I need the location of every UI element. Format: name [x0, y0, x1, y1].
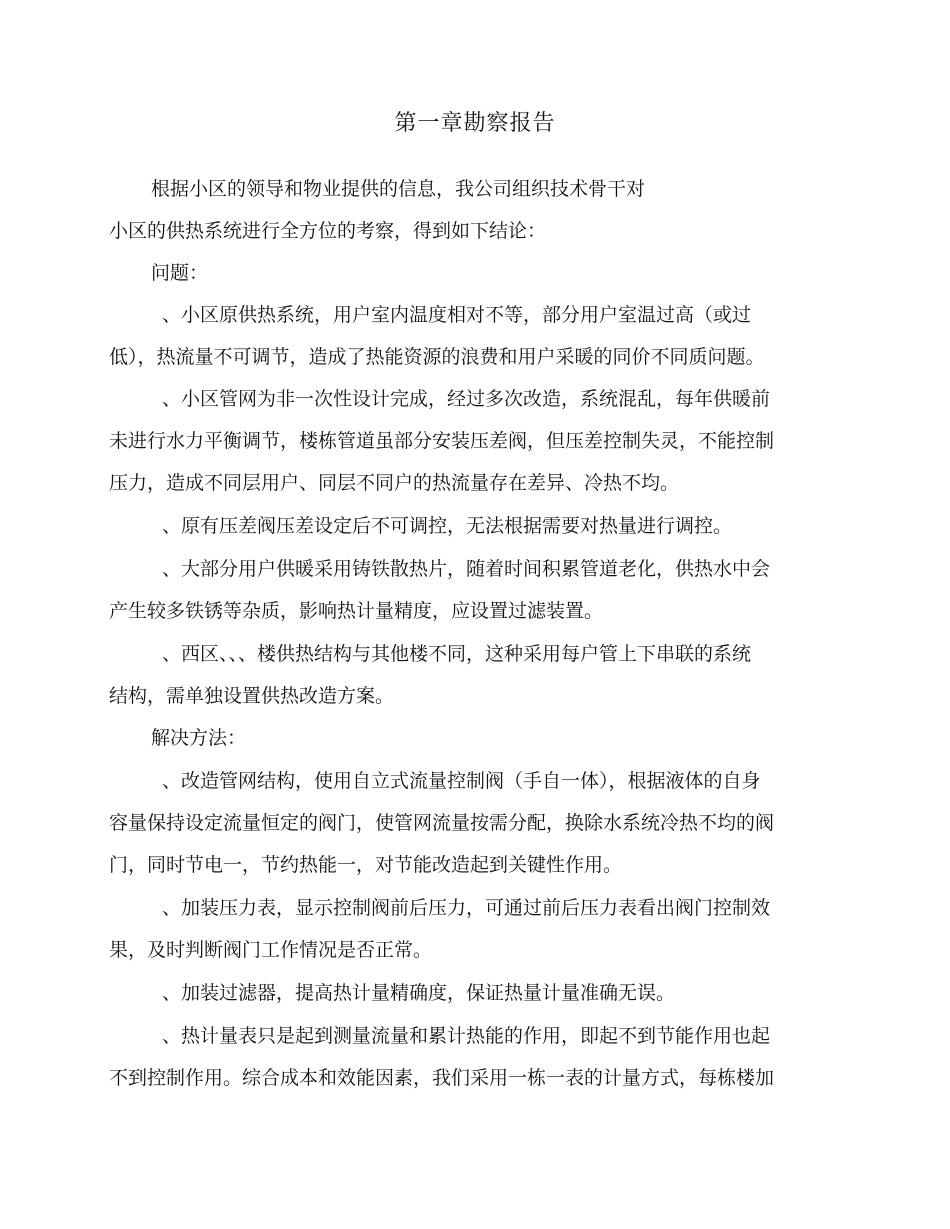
intro-line: 根据小区的领导和物业提供的信息，我公司组织技术骨干对 — [151, 178, 646, 200]
solution-item-line: 、加装压力表，显示控制阀前后压力，可通过前后压力表看出阀门控制效 — [162, 897, 771, 919]
solution-item-line: 果，及时判断阀门工作情况是否正常。 — [109, 939, 433, 961]
problem-item-line: 未进行水力平衡调节，楼栋管道虽部分安装压差阀，但压差控制失灵，不能控制 — [109, 430, 775, 452]
problem-item-line: 、小区原供热系统，用户室内温度相对不等，部分用户室温过高（或过 — [162, 304, 752, 326]
problem-item-line: 、西区、、、楼供热结构与其他楼不同，这种采用每户管上下串联的系统 — [162, 643, 752, 665]
problems-heading: 问题： — [151, 262, 209, 284]
solution-item-line: 、热计量表只是起到测量流量和累计热能的作用，即起不到节能作用也起 — [162, 1025, 771, 1047]
problem-item-line: 低），热流量不可调节，造成了热能资源的浪费和用户采暖的同价不同质问题。 — [109, 346, 765, 368]
intro-line: 小区的供热系统进行全方位的考察，得到如下结论： — [109, 220, 547, 242]
solution-item-line: 门，同时节电一，节约热能一，对节能改造起到关键性作用。 — [109, 854, 623, 876]
problem-item-line: 、原有压差阀压差设定后不可调控，无法根据需要对热量进行调控。 — [162, 515, 733, 537]
problem-item-line: 、小区管网为非一次性设计完成，经过多次改造，系统混乱，每年供暖前 — [162, 388, 771, 410]
solution-item-line: 容量保持设定流量恒定的阀门，使管网流量按需分配，换除水系统冷热不均的阀 — [109, 812, 775, 834]
solution-item-line: 不到控制作用。综合成本和效能因素，我们采用一栋一表的计量方式，每栋楼加 — [109, 1067, 775, 1089]
problem-item-line: 、大部分用户供暖采用铸铁散热片，随着时间积累管道老化，供热水中会 — [162, 558, 771, 580]
problem-item-line: 结构，需单独设置供热改造方案。 — [109, 685, 395, 707]
problem-item-line: 压力，造成不同层用户、同层不同户的热流量存在差异、冷热不均。 — [109, 472, 680, 494]
solutions-heading: 解决方法： — [151, 727, 247, 749]
solution-item-line: 、改造管网结构，使用自立式流量控制阀（手自一体），根据液体的自身 — [162, 770, 761, 792]
problem-item-line: 产生较多铁锈等杂质，影响热计量精度，应设置过滤装置。 — [109, 600, 604, 622]
solution-item-line: 、加装过滤器，提高热计量精确度，保证热量计量准确无误。 — [162, 982, 676, 1004]
page-title: 第一章勘察报告 — [394, 111, 556, 136]
